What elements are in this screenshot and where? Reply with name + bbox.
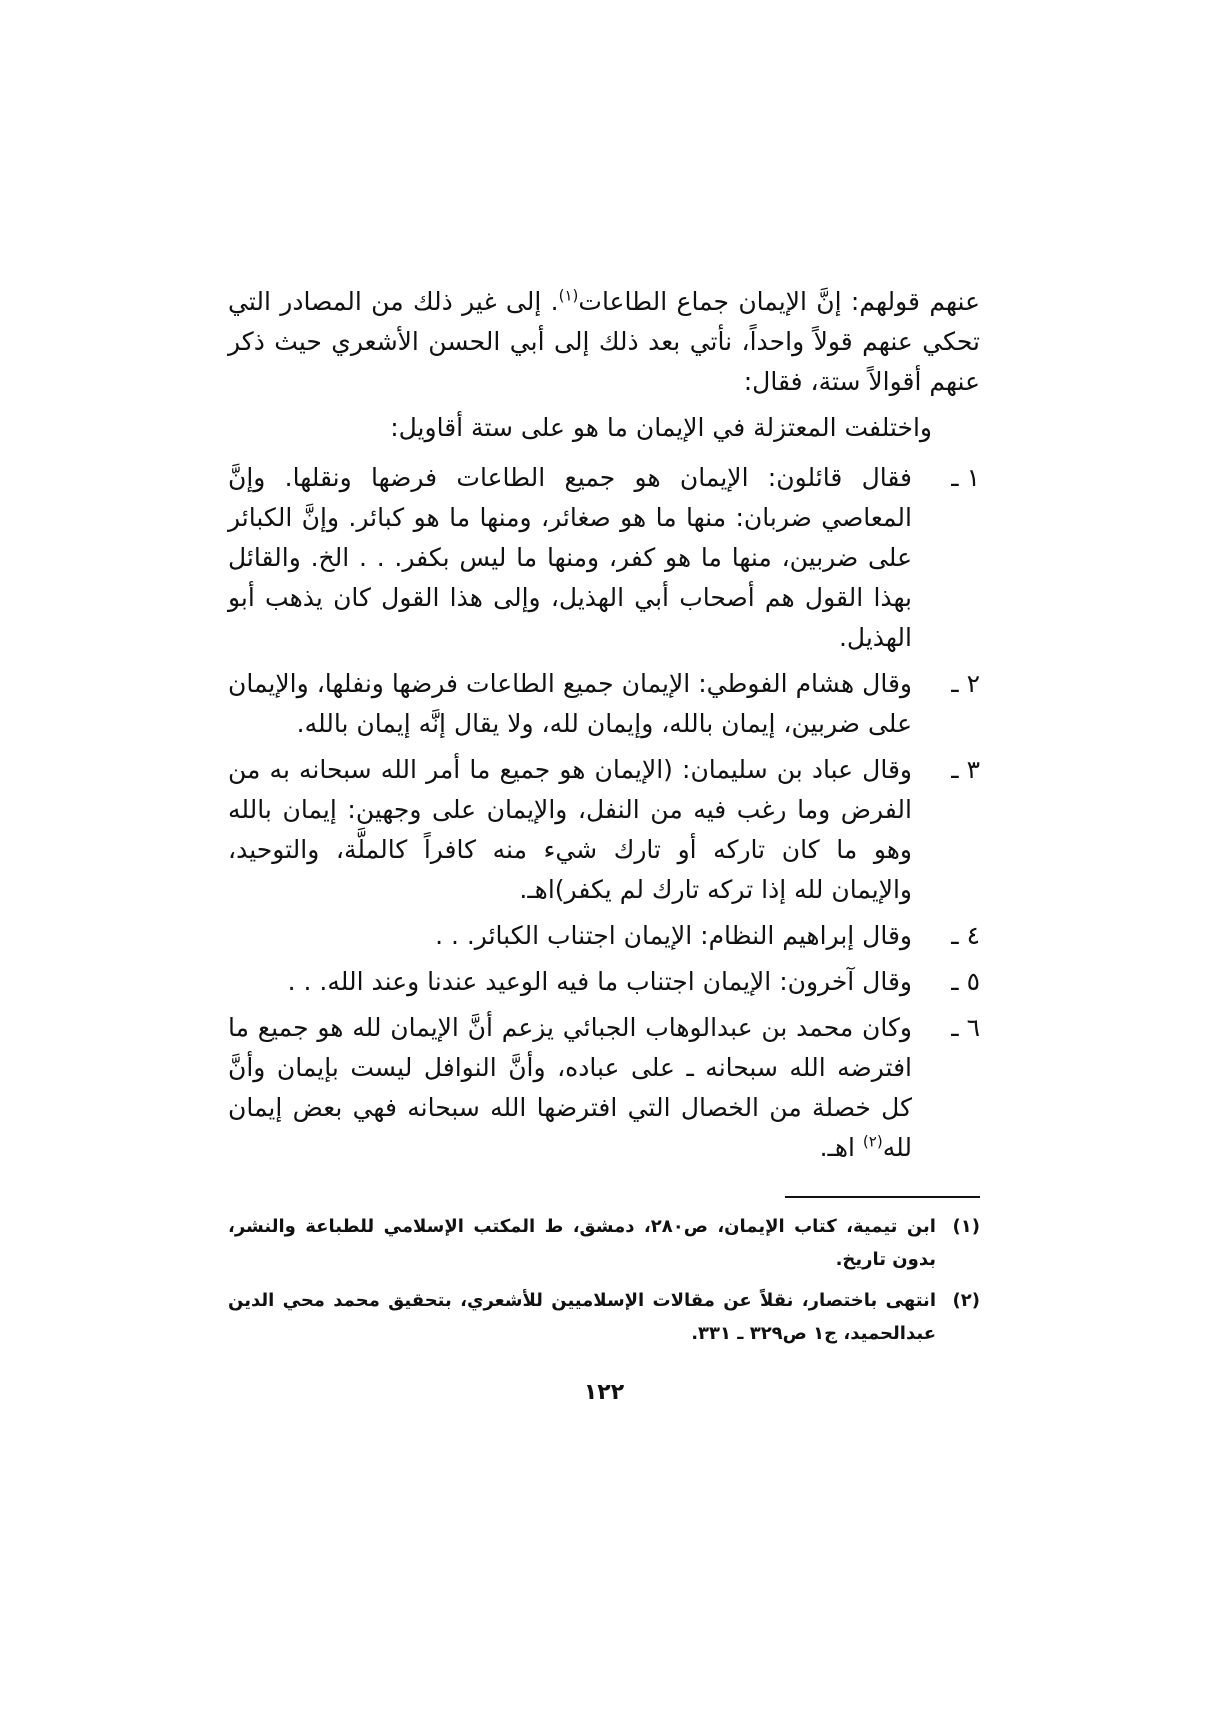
intro-text-continued: . إلى غير ذلك من المصادر التي تحكي عنهم قولاً واحداً، نأتي بعد ذلك إلى أبي الحسن الأشعري حيث ذكر عنهم أقوالاً ستة، فقال: xyxy=(228,287,980,396)
document-page xyxy=(228,282,980,1405)
footnote xyxy=(228,1210,980,1276)
section-intro-line: واختلفت المعتزلة في الإيمان ما هو على ستة أقاويل: xyxy=(390,413,932,442)
list-item xyxy=(228,962,980,1002)
footnote-number: (١) xyxy=(952,1216,980,1237)
list-item-number: ٢ ـ xyxy=(951,669,980,698)
list-item-text: فقال قائلون: الإيمان هو جميع الطاعات فرضها ونقلها. وإنَّ المعاصي ضربان: منها ما هو صغائر، ومنها ما هو كبائر. وإنَّ الكبائر على ضربين، منها ما هو كفر، ومنها ما ليس بكفر. . . الخ. والقائل بهذا القول هم أصحاب أبي الهذيل، وإلى هذا القول كان يذهب أبو الهذيل. xyxy=(228,463,912,652)
footnote-text: انتهى باختصار، نقلاً عن مقالات الإسلاميين للأشعري، بتحقيق محمد محي الدين عبدالحميد، ج١ ص٣٢٩ ـ ٣٣١. xyxy=(228,1290,936,1344)
list-item-text: وقال إبراهيم النظام: الإيمان اجتناب الكبائر. . . xyxy=(435,921,912,950)
page-number: ١٢٢ xyxy=(583,1380,625,1405)
footnote xyxy=(228,1284,980,1350)
list-item xyxy=(228,458,980,658)
intro-text: عنهم قولهم: إنَّ الإيمان جماع الطاعات xyxy=(578,287,980,316)
footnote-ref-1[interactable]: (١) xyxy=(558,286,579,305)
list-item-number: ٦ ـ xyxy=(951,1013,980,1042)
list-item xyxy=(228,1008,980,1168)
list-item xyxy=(228,664,980,744)
list-item-text: وقال عباد بن سليمان: (الإيمان هو جميع ما أمر الله سبحانه به من الفرض وما رغب فيه من النفل، والإيمان على وجهين: إيمان بالله وهو ما كان تاركه أو تارك شيء منه كافراً كالملَّة، والتوحيد، والإيمان لله إذا تركه تارك لم يكفر)اهـ. xyxy=(228,755,912,904)
footnote-text: ابن تيمية، كتاب الإيمان، ص٢٨٠، دمشق، ط المكتب الإسلامي للطباعة والنشر، بدون تاريخ. xyxy=(228,1216,936,1270)
footnote-number: (٢) xyxy=(952,1290,980,1311)
list-item-number: ٤ ـ xyxy=(951,921,980,950)
list-item-text: وقال آخرون: الإيمان اجتناب ما فيه الوعيد عندنا وعند الله. . . xyxy=(287,967,912,996)
list-item-text: وقال هشام الفوطي: الإيمان جميع الطاعات فرضها ونفلها، والإيمان على ضربين، إيمان بالله، وإيمان لله، ولا يقال إنَّه إيمان بالله. xyxy=(228,669,912,738)
list-item xyxy=(228,916,980,956)
intro-paragraph xyxy=(228,282,980,402)
list-item-number: ٥ ـ xyxy=(951,967,980,996)
list-item-text-tail: اهـ. xyxy=(819,1133,863,1162)
list-item-text-body: وكان محمد بن عبدالوهاب الجبائي يزعم أنَّ الإيمان لله هو جميع ما افترضه الله سبحانه ـ على عباده، وأنَّ النوافل ليست بإيمان وأنَّ كل خصلة من الخصال التي افترضها الله سبحانه فهي بعض إيمان لله xyxy=(228,1013,912,1162)
list-item-text xyxy=(228,1008,912,1168)
footnote-ref-2[interactable]: (٢) xyxy=(862,1132,883,1151)
footnote-divider xyxy=(785,1196,980,1198)
list-item-number: ١ ـ xyxy=(951,463,980,492)
list-item xyxy=(228,750,980,910)
list-item-number: ٣ ـ xyxy=(951,755,980,784)
